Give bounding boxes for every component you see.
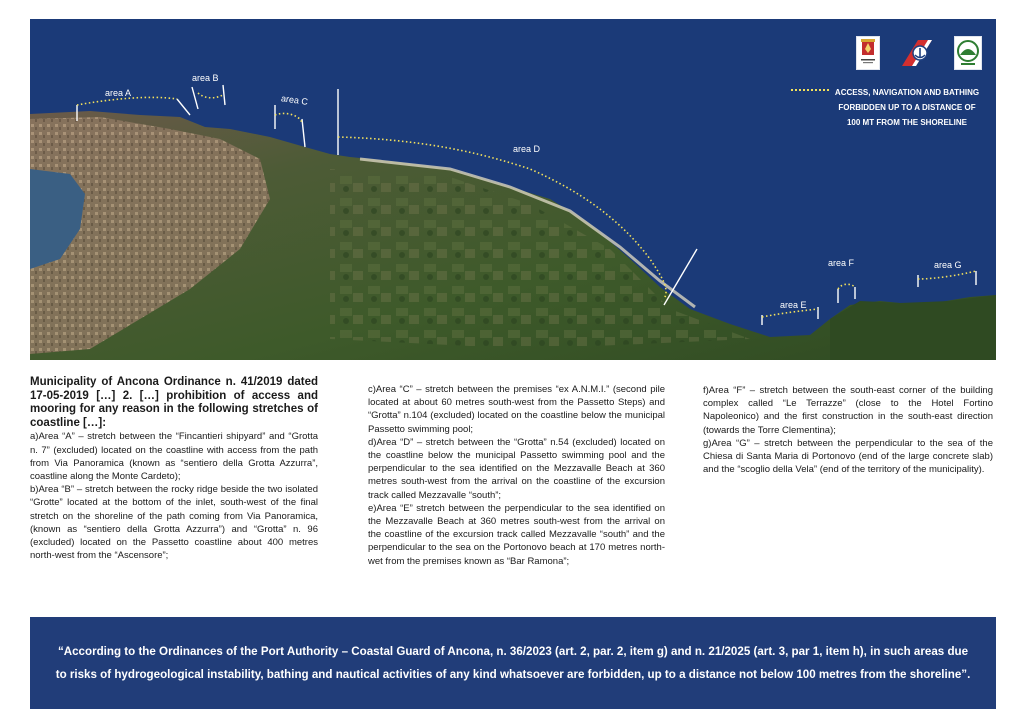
anchor-icon	[898, 36, 936, 70]
ordinance-heading: Municipality of Ancona Ordinance n. 41/2019 dated 17-05-2019 […] 2. […] prohibition of access and mooring for any reason in the following stretches of coastline […]:	[30, 376, 318, 429]
area-g-description: g)Area “G” – stretch between the perpendicular to the sea of the Chiesa di Santa Maria di Portonovo (end of the large concrete slab) and the “scoglio della Vela” (end of the territory of the municipality).	[703, 437, 993, 476]
port-authority-banner	[30, 617, 996, 709]
area-a-description: a)Area “A” – stretch between the “Fincantieri shipyard” and “Grotta n. 7” (excluded) located on the coastline with access from the path from Via Panoramica (known as “sentiero della Grotta Azzurra”, coastline along the Monte Cardeto);	[30, 431, 318, 482]
area-f-label: area F	[828, 258, 855, 268]
park-emblem-icon	[955, 37, 981, 69]
regional-park-logo	[954, 36, 982, 70]
banner-text: “According to the Ordinances of the Port Authority – Coastal Guard of Ancona, n. 36/2023 (art. 2, par. 2, item g) and n. 21/2025 (art. 3, par 1, item h), in such areas due to risks of hydrogeological instability, bathing and nautical activities of any kind whatsoever are forbidden, up to a distance not below 100 metres from the shoreline”.	[55, 645, 971, 681]
area-d-description: d)Area “D” – stretch between the “Grotta” n.54 (excluded) located on the coastline below the municipal Passetto swimming pool and the perpendicular to the sea identified on the Mezzavalle Beach at 360 metres south-west from the arrival on the coastline of the excursion track called Mezzavalle “south”;	[368, 436, 665, 501]
zone-e-line	[762, 309, 818, 317]
text-column-3	[703, 384, 993, 476]
text-column-2	[368, 383, 665, 568]
area-c-label: area C	[280, 93, 309, 107]
zone-f-line	[838, 284, 855, 289]
area-f-description: f)Area “F” – stretch between the south-east corner of the building complex called “Le Terrazze” (close to the Hotel Fortino Napoleonico) and the first construction in the south-east direction (towards the Torre Clementina);	[703, 385, 993, 436]
coastline-map	[30, 19, 996, 360]
restricted-zones	[30, 19, 996, 360]
area-g-label: area G	[934, 260, 962, 270]
legend-dotted-line	[791, 89, 829, 91]
area-d-label: area D	[513, 144, 541, 154]
area-e-description: e)Area “E” stretch between the perpendicular to the sea identified on the Mezzavalle Beach at 360 metres south-west from the arrival on the coastline of the excursion track called Mezzavalle “south” and the perpendicular to the sea on the Portonovo beach at 170 metres north-wet from the premises known as “Bar Ramona”;	[368, 502, 665, 567]
zone-d-line	[338, 137, 666, 299]
area-e-label: area E	[780, 300, 807, 310]
zone-g-line	[918, 271, 976, 279]
coast-guard-logo	[898, 36, 936, 70]
zone-a-line	[77, 97, 177, 105]
area-a-label: area A	[105, 88, 132, 98]
zone-c-line	[275, 113, 302, 123]
area-c-description: c)Area “C” – stretch between the premises “ex A.N.M.I.” (second pile located at about 60 metres south-west from the Passetto Steps) and “Grotta” n.104 (excluded) located on the coastline below the municipal Passetto swimming pool;	[368, 384, 665, 435]
area-b-description: b)Area “B” – stretch between the rocky ridge beside the two isolated “Grotte” located at the bottom of the inlet, south-west of the final stretch on the shoreline of the path coming from Via Panoramica, (known as “sentiero della Grotta Azzurra”) and “Grotta” n. 96 (excluded) located on the Passetto coastline about 400 metres north-west from the “Ascensore”;	[30, 484, 318, 562]
comune-di-ancona-logo	[856, 36, 880, 70]
area-b-label: area B	[192, 73, 219, 83]
logo-group	[856, 36, 982, 70]
legend-text: ACCESS, NAVIGATION AND BATHING FORBIDDEN UP TO A DISTANCE OF 100 MT FROM THE SHORELINE	[834, 88, 980, 127]
text-column-1	[30, 376, 318, 562]
ancona-crest-icon	[857, 37, 879, 69]
zone-b-line	[198, 93, 223, 98]
